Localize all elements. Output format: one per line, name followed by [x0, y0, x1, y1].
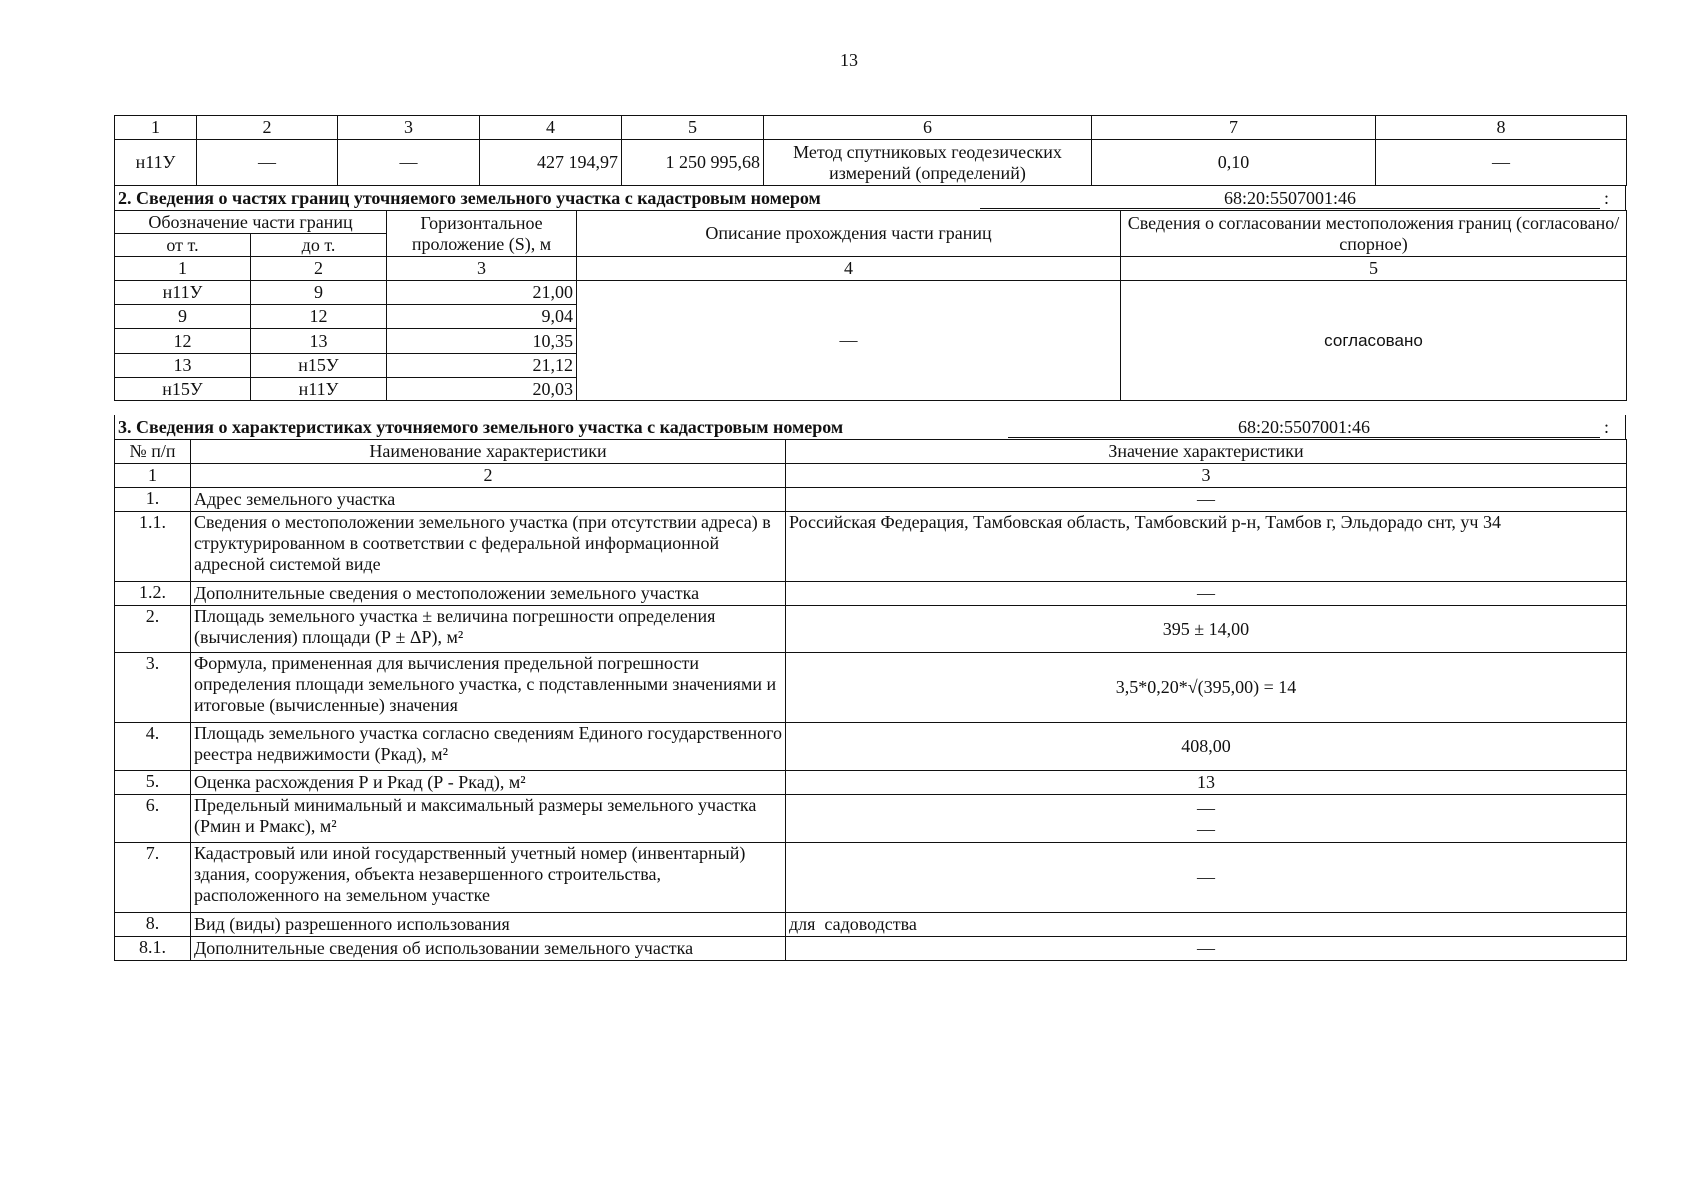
col-header-2: 2 [197, 116, 338, 140]
segment-length: 9,04 [387, 305, 577, 329]
from-point: н15У [115, 378, 251, 401]
from-point: н11У [115, 281, 251, 305]
row-number: 6. [115, 795, 191, 843]
row-number: 3. [115, 653, 191, 723]
boundary-parts-table [114, 210, 1627, 401]
row-number: 1. [115, 488, 191, 512]
length-header: Горизонтальное проложение (S), м [387, 211, 577, 257]
cadastral-number: 68:20:5507001:46 [980, 186, 1600, 209]
col-number: 3 [786, 464, 1627, 488]
to-point: н15У [251, 354, 387, 378]
to-header: до т. [251, 234, 387, 257]
characteristic-name: Оценка расхождения Р и Ркад (Р - Ркад), м² [191, 771, 786, 795]
characteristic-name: Дополнительные сведения об использовании земельного участка [191, 937, 786, 961]
coordinate-x: 427 194,97 [480, 140, 622, 186]
characteristics-table [114, 439, 1627, 961]
designation-header: Обозначение части границ [115, 211, 387, 234]
boundary-description: — [577, 281, 1121, 401]
table-cell: — [338, 140, 480, 186]
description-header: Описание прохождения части границ [577, 211, 1121, 257]
section-3-title: 3. Сведения о характеристиках уточняемого земельного участка с кадастровым номером [118, 417, 844, 437]
row-number: 5. [115, 771, 191, 795]
col-header-4: 4 [480, 116, 622, 140]
characteristic-value: 13 [786, 771, 1627, 795]
row-number: 7. [115, 843, 191, 913]
value-header: Значение характеристики [786, 440, 1627, 464]
point-designation: н11У [115, 140, 197, 186]
to-point: н11У [251, 378, 387, 401]
characteristic-value: — [786, 843, 1627, 913]
characteristic-value: 408,00 [786, 723, 1627, 771]
page-number: 13 [840, 50, 858, 70]
col-number: 1 [115, 464, 191, 488]
col-header-1: 1 [115, 116, 197, 140]
col-header-3: 3 [338, 116, 480, 140]
characteristic-value: 395 ± 14,00 [786, 606, 1627, 653]
characteristic-value: Российская Федерация, Тамбовская область, Тамбовский р-н, Тамбов г, Эльдорадо снт, уч 34 [786, 512, 1627, 582]
characteristic-value: — [786, 582, 1627, 606]
characteristic-value: 3,5*0,20*√(395,00) = 14 [786, 653, 1627, 723]
method: Метод спутниковых геодезических измерений (определений) [764, 140, 1092, 186]
characteristic-value [786, 795, 1627, 843]
segment-length: 21,00 [387, 281, 577, 305]
agreement-status: согласовано [1121, 281, 1627, 401]
col-number: 2 [191, 464, 786, 488]
segment-length: 21,12 [387, 354, 577, 378]
characteristic-name: Площадь земельного участка ± величина погрешности определения (вычисления) площади (Р ± ΔР), м² [191, 606, 786, 653]
characteristic-name: Адрес земельного участка [191, 488, 786, 512]
row-number: 4. [115, 723, 191, 771]
characteristic-name: Формула, примененная для вычисления предельной погрешности определения площади земельного участка, с подставленными значениями и итоговые (вычисленные) значения [191, 653, 786, 723]
from-header: от т. [115, 234, 251, 257]
col-number: 4 [577, 257, 1121, 281]
section-2-header [114, 186, 1626, 210]
row-number: 2. [115, 606, 191, 653]
colon: : [1603, 188, 1609, 208]
to-point: 13 [251, 329, 387, 354]
characteristic-name: Предельный минимальный и максимальный размеры земельного участка (Рмин и Рмакс), м² [191, 795, 786, 843]
col-header-5: 5 [622, 116, 764, 140]
section-2-title: 2. Сведения о частях границ уточняемого земельного участка с кадастровым номером [118, 188, 821, 208]
row-number: 8.1. [115, 937, 191, 961]
segment-length: 20,03 [387, 378, 577, 401]
agreement-header: Сведения о согласовании местоположения границ (согласовано/спорное) [1121, 211, 1627, 257]
num-header: № п/п [115, 440, 191, 464]
section-3-header [114, 415, 1626, 439]
min-size-value: — [1197, 797, 1215, 818]
from-point: 13 [115, 354, 251, 378]
characteristic-value: — [786, 937, 1627, 961]
coordinates-table [114, 115, 1627, 186]
accuracy: 0,10 [1092, 140, 1376, 186]
colon: : [1603, 417, 1609, 437]
to-point: 12 [251, 305, 387, 329]
from-point: 9 [115, 305, 251, 329]
characteristic-name: Площадь земельного участка согласно сведениям Единого государственного реестра недвижимости (Ркад), м² [191, 723, 786, 771]
col-number: 2 [251, 257, 387, 281]
characteristic-value: для садоводства [786, 913, 1627, 937]
characteristic-name: Кадастровый или иной государственный учетный номер (инвентарный) здания, сооружения, объекта незавершенного строительства, расположенного на земельном участке [191, 843, 786, 913]
row-number: 1.1. [115, 512, 191, 582]
table-cell: — [197, 140, 338, 186]
cadastral-number: 68:20:5507001:46 [1008, 415, 1600, 438]
col-header-7: 7 [1092, 116, 1376, 140]
table-cell: — [1376, 140, 1627, 186]
to-point: 9 [251, 281, 387, 305]
max-size-value: — [1197, 818, 1215, 839]
coordinate-y: 1 250 995,68 [622, 140, 764, 186]
characteristic-value: — [786, 488, 1627, 512]
col-number: 1 [115, 257, 251, 281]
from-point: 12 [115, 329, 251, 354]
characteristic-name: Вид (виды) разрешенного использования [191, 913, 786, 937]
col-header-8: 8 [1376, 116, 1627, 140]
row-number: 1.2. [115, 582, 191, 606]
row-number: 8. [115, 913, 191, 937]
col-number: 5 [1121, 257, 1627, 281]
characteristic-name: Дополнительные сведения о местоположении земельного участка [191, 582, 786, 606]
characteristic-name: Сведения о местоположении земельного участка (при отсутствии адреса) в структурированном в соответствии с федеральной информационной адресной системой виде [191, 512, 786, 582]
name-header: Наименование характеристики [191, 440, 786, 464]
col-header-6: 6 [764, 116, 1092, 140]
col-number: 3 [387, 257, 577, 281]
segment-length: 10,35 [387, 329, 577, 354]
